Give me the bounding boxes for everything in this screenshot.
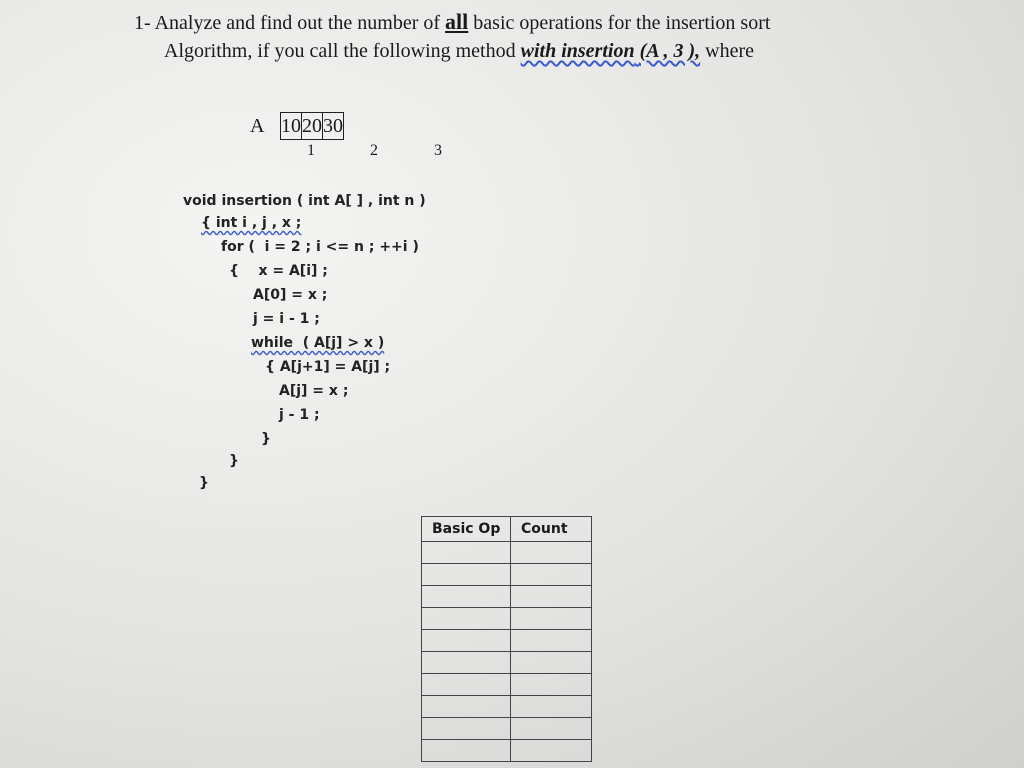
code-for-line: for ( i = 2 ; i <= n ; ++i ) bbox=[221, 239, 419, 255]
code-j-init: j = i - 1 ; bbox=[253, 311, 320, 327]
code-assign: A[j] = x ; bbox=[279, 383, 349, 399]
array-index: 2 bbox=[370, 142, 378, 159]
table-cell bbox=[511, 564, 592, 586]
table-cell bbox=[511, 608, 592, 630]
question-text-part: where bbox=[705, 40, 754, 62]
question-line-2 bbox=[134, 37, 770, 65]
column-header-count: Count bbox=[511, 517, 592, 542]
code-for-body-start: { x = A[i] ; bbox=[229, 263, 328, 279]
table-cell bbox=[511, 586, 592, 608]
question-line-1 bbox=[134, 8, 770, 37]
basic-ops-table-body bbox=[422, 542, 592, 762]
table-cell bbox=[422, 542, 511, 564]
code-decrement: j - 1 ; bbox=[279, 407, 320, 423]
table-row bbox=[422, 586, 592, 608]
table-cell bbox=[511, 740, 592, 762]
table-row bbox=[422, 696, 592, 718]
array-cell: 30 bbox=[323, 113, 344, 140]
table-row bbox=[422, 740, 592, 762]
array-index: 3 bbox=[434, 142, 442, 159]
method-call bbox=[521, 40, 701, 62]
question-1 bbox=[134, 8, 770, 65]
method-call-args: (A , 3 ), bbox=[639, 40, 701, 62]
code-close-func: } bbox=[199, 475, 209, 491]
table-cell bbox=[511, 696, 592, 718]
table-cell bbox=[422, 674, 511, 696]
table-cell bbox=[422, 608, 511, 630]
table-row bbox=[422, 718, 592, 740]
table-row bbox=[422, 542, 592, 564]
array-name: A bbox=[250, 115, 265, 137]
table-cell bbox=[422, 652, 511, 674]
table-cell bbox=[422, 564, 511, 586]
code-shift: { A[j+1] = A[j] ; bbox=[265, 359, 391, 375]
code-close-while: } bbox=[261, 431, 271, 447]
code-declaration: { int i , j , x ; bbox=[201, 215, 302, 231]
code-signature: void insertion ( int A[ ] , int n ) bbox=[183, 193, 426, 209]
code-close-for: } bbox=[229, 453, 239, 469]
table-row bbox=[422, 608, 592, 630]
array-cell: 10 bbox=[281, 113, 302, 140]
code-sentinel: A[0] = x ; bbox=[253, 287, 328, 303]
table-cell bbox=[422, 586, 511, 608]
array-cell: 20 bbox=[302, 113, 323, 140]
column-header-basic-op: Basic Op bbox=[422, 517, 511, 542]
table-cell bbox=[511, 630, 592, 652]
question-text-part: Algorithm, if you call the following method bbox=[164, 40, 516, 62]
table-row bbox=[422, 564, 592, 586]
array-indices bbox=[280, 142, 470, 160]
table-cell bbox=[422, 696, 511, 718]
method-call-name: with insertion bbox=[520, 40, 635, 62]
table-cell bbox=[422, 630, 511, 652]
table-row bbox=[422, 630, 592, 652]
table-cell bbox=[511, 652, 592, 674]
table-cell bbox=[511, 542, 592, 564]
question-number: 1- bbox=[134, 12, 151, 34]
table-cell bbox=[511, 674, 592, 696]
array-index: 1 bbox=[307, 142, 315, 159]
emphasis-all: all bbox=[445, 9, 469, 34]
table-cell bbox=[511, 718, 592, 740]
question-text-part: Analyze and find out the number of bbox=[154, 12, 441, 34]
question-text-part: basic operations for the insertion sort bbox=[473, 12, 771, 34]
table-row bbox=[422, 674, 592, 696]
code-while-line: while ( A[j] > x ) bbox=[251, 335, 385, 351]
table-cell bbox=[422, 740, 511, 762]
basic-ops-table bbox=[421, 516, 592, 762]
table-row bbox=[422, 652, 592, 674]
table-cell bbox=[422, 718, 511, 740]
array-table bbox=[280, 112, 344, 140]
